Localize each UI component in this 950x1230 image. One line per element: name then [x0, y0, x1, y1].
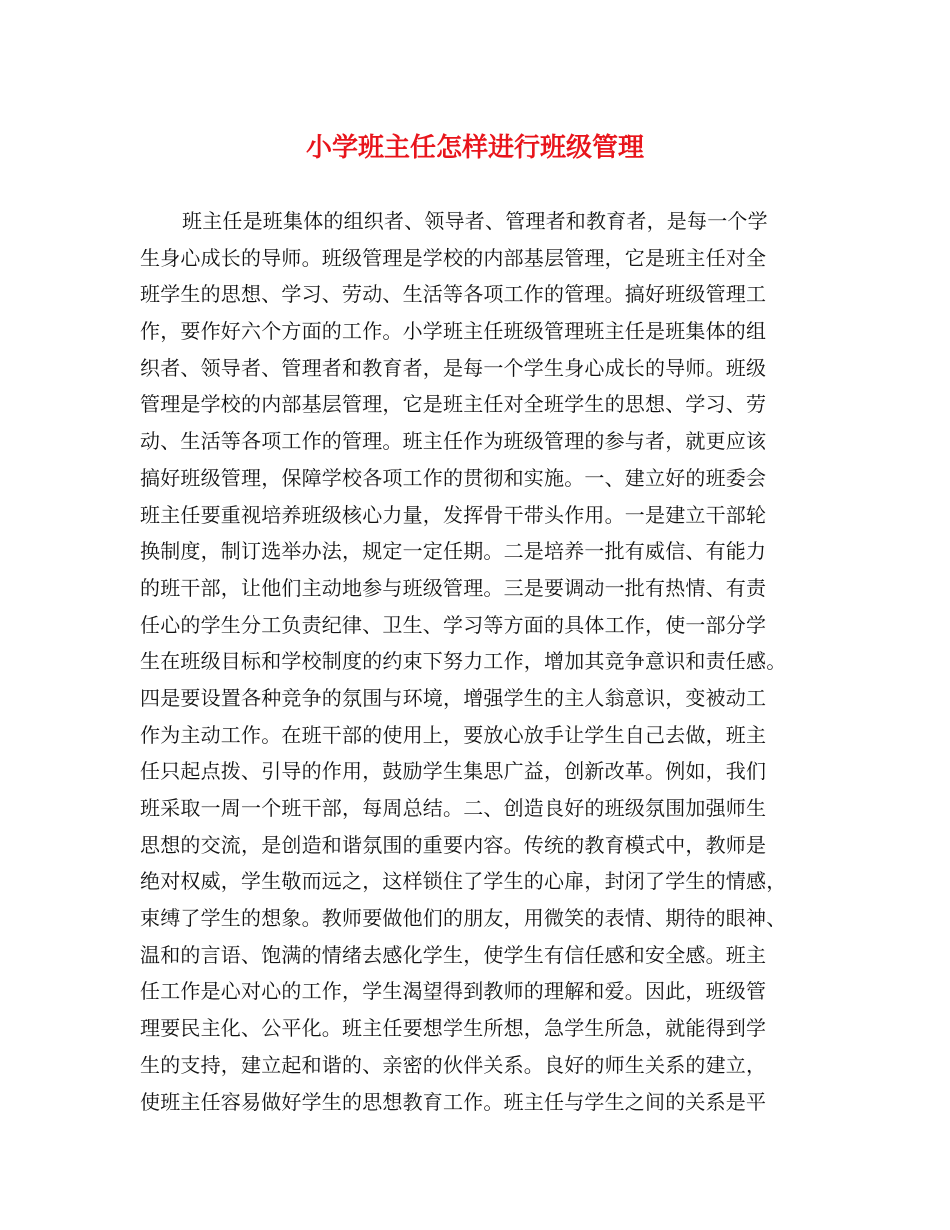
- document-body: [140, 203, 830, 1120]
- body-line: 思想的交流，是创造和谐氛围的重要内容。传统的教育模式中，教师是: [140, 832, 767, 857]
- body-line: 换制度，制订选举办法，规定一定任期。二是培养一批有威信、有能力: [140, 539, 767, 564]
- body-line: 四是要设置各种竞争的氛围与环境，增强学生的主人翁意识，变被动工: [140, 685, 767, 710]
- body-line: 班主任要重视培养班级核心力量，发挥骨干带头作用。一是建立干部轮: [140, 502, 767, 527]
- body-line: 绝对权威，学生敬而远之，这样锁住了学生的心扉，封闭了学生的情感，: [140, 869, 787, 894]
- body-line: 任只起点拨、引导的作用，鼓励学生集思广益，创新改革。例如，我们: [140, 759, 767, 784]
- body-line: 理要民主化、公平化。班主任要想学生所想，急学生所急，就能得到学: [140, 1016, 767, 1041]
- body-line: 作为主动工作。在班干部的使用上，要放心放手让学生自己去做，班主: [140, 722, 767, 747]
- body-line: 任工作是心对心的工作，学生渴望得到教师的理解和爱。因此，班级管: [140, 979, 767, 1004]
- body-line: 作，要作好六个方面的工作。小学班主任班级管理班主任是班集体的组: [140, 319, 767, 344]
- body-line: 动、生活等各项工作的管理。班主任作为班级管理的参与者，就更应该: [140, 429, 767, 454]
- document-title: 小学班主任怎样进行班级管理: [305, 133, 644, 163]
- body-line: 管理是学校的内部基层管理，它是班主任对全班学生的思想、学习、劳: [140, 392, 767, 417]
- body-line: 温和的言语、饱满的情绪去感化学生，使学生有信任感和安全感。班主: [140, 942, 767, 967]
- body-line: 班主任是班集体的组织者、领导者、管理者和教育者，是每一个学: [182, 209, 768, 233]
- body-line: 生在班级目标和学校制度的约束下努力工作，增加其竞争意识和责任感。: [140, 649, 787, 674]
- body-line: 使班主任容易做好学生的思想教育工作。班主任与学生之间的关系是平: [140, 1089, 767, 1114]
- body-line: 生的支持，建立起和谐的、亲密的伙伴关系。良好的师生关系的建立，: [140, 1052, 767, 1077]
- body-line: 班学生的思想、学习、劳动、生活等各项工作的管理。搞好班级管理工: [140, 282, 767, 307]
- body-line: 班采取一周一个班干部，每周总结。二、创造良好的班级氛围加强师生: [140, 796, 767, 820]
- body-line: 生身心成长的导师。班级管理是学校的内部基层管理，它是班主任对全: [140, 245, 767, 270]
- body-line: 束缚了学生的想象。教师要做他们的朋友，用微笑的表情、期待的眼神、: [140, 906, 787, 931]
- body-line: 织者、领导者、管理者和教育者，是每一个学生身心成长的导师。班级: [140, 355, 767, 380]
- body-line: 的班干部，让他们主动地参与班级管理。三是要调动一批有热情、有责: [140, 575, 767, 600]
- body-line: 搞好班级管理，保障学校各项工作的贯彻和实施。一、建立好的班委会: [140, 465, 767, 490]
- body-line: 任心的学生分工负责纪律、卫生、学习等方面的具体工作，使一部分学: [140, 612, 767, 637]
